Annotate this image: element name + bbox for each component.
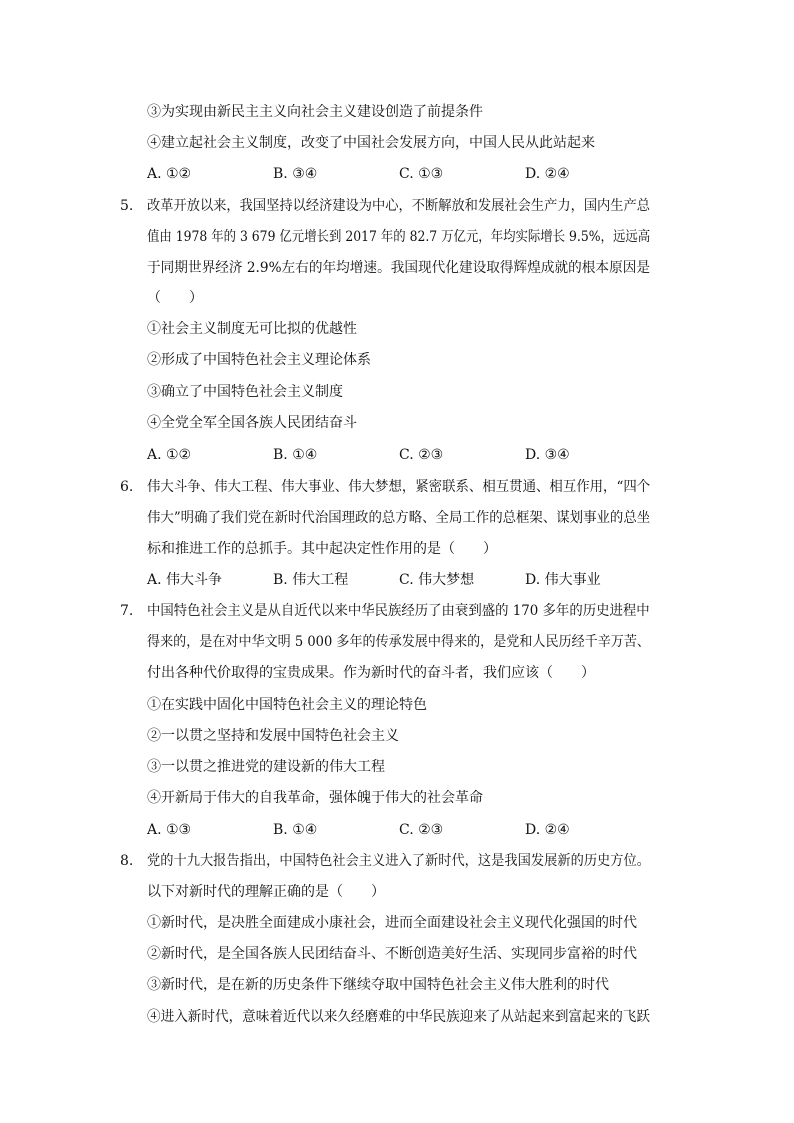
q5-stem-line-2: 值由 1978 年的 3 679 亿元增长到 2017 年的 82.7 万亿元，年均实际增长 9.5%，远远高 xyxy=(147,229,651,245)
q7-stem-line-1: 中国特色社会主义是从自近代以来中华民族经历了由衰到盛的 170 多年的历史进程中 xyxy=(147,603,650,619)
q6-number: 6. xyxy=(120,479,134,495)
q7-option-c: C. ②③ xyxy=(399,822,444,838)
q6-option-d: D. 伟大事业 xyxy=(525,572,601,588)
q8-stem-line-2: 以下对新时代的理解正确的是（ ） xyxy=(147,884,385,900)
q8-number: 8. xyxy=(120,853,134,869)
q7-option-a: A. ①③ xyxy=(147,822,192,838)
q6-stem-line-2: 伟大”明确了我们党在新时代治国理政的总方略、全局工作的总框架、谋划事业的总坐 xyxy=(147,510,651,526)
q5-option-d: D. ③④ xyxy=(525,447,570,463)
q6-option-c: C. 伟大梦想 xyxy=(399,572,475,588)
q6-stem-line-1: 伟大斗争、伟大工程、伟大事业、伟大梦想，紧密联系、相互贯通、相互作用，“四个 xyxy=(147,479,651,495)
q6-stem-line-3: 标和推进工作的总抓手。其中起决定性作用的是（ ） xyxy=(147,541,497,557)
q5-stem-line-3: 于同期世界经济 2.9%左右的年均增速。我国现代化建设取得辉煌成就的根本原因是 xyxy=(147,260,651,276)
q6-option-a: A. 伟大斗争 xyxy=(147,572,223,588)
q8-stem-line-1: 党的十九大报告指出，中国特色社会主义进入了新时代，这是我国发展新的历史方位。 xyxy=(147,853,651,869)
q8-item-1: ①新时代，是决胜全面建成小康社会，进而全面建设社会主义现代化强国的时代 xyxy=(147,915,637,931)
q7-item-1: ①在实践中固化中国特色社会主义的理论特色 xyxy=(147,697,427,713)
q4-item-4: ④建立起社会主义制度，改变了中国社会发展方向，中国人民从此站起来 xyxy=(147,135,595,151)
q4-option-a: A. ①② xyxy=(147,166,192,182)
q7-number: 7. xyxy=(120,603,134,619)
q4-option-c: C. ①③ xyxy=(399,166,444,182)
q7-option-d: D. ②④ xyxy=(525,822,570,838)
q8-item-2: ②新时代，是全国各族人民团结奋斗、不断创造美好生活、实现同步富裕的时代 xyxy=(147,946,637,962)
q5-option-b: B. ①④ xyxy=(273,447,318,463)
q5-option-a: A. ①② xyxy=(147,447,192,463)
q4-option-d: D. ②④ xyxy=(525,166,570,182)
q5-item-2: ②形成了中国特色社会主义理论体系 xyxy=(147,352,371,368)
q4-option-b: B. ③④ xyxy=(273,166,318,182)
q5-option-c: C. ②③ xyxy=(399,447,444,463)
q4-item-3: ③为实现由新民主主义向社会主义建设创造了前提条件 xyxy=(147,104,483,120)
q5-item-4: ④全党全军全国各族人民团结奋斗 xyxy=(147,415,357,431)
q7-item-4: ④开新局于伟大的自我革命，强体魄于伟大的社会革命 xyxy=(147,790,483,806)
q6-option-b: B. 伟大工程 xyxy=(273,572,349,588)
q7-stem-line-3: 付出各种代价取得的宝贵成果。作为新时代的奋斗者，我们应该（ ） xyxy=(147,665,595,681)
q5-stem-line-1: 改革开放以来，我国坚持以经济建设为中心，不断解放和发展社会生产力，国内生产总 xyxy=(147,198,651,214)
q5-item-1: ①社会主义制度无可比拟的优越性 xyxy=(147,321,357,337)
q5-number: 5. xyxy=(120,198,134,214)
q8-item-3: ③新时代，是在新的历史条件下继续夺取中国特色社会主义伟大胜利的时代 xyxy=(147,977,609,993)
q7-item-3: ③一以贯之推进党的建设新的伟大工程 xyxy=(147,759,385,775)
q8-item-4: ④进入新时代，意味着近代以来久经磨难的中华民族迎来了从站起来到富起来的飞跃 xyxy=(147,1009,650,1025)
q7-option-b: B. ①④ xyxy=(273,822,318,838)
q7-item-2: ②一以贯之坚持和发展中国特色社会主义 xyxy=(147,728,399,744)
q5-item-3: ③确立了中国特色社会主义制度 xyxy=(147,384,343,400)
q5-answer-blank: （ ） xyxy=(147,290,203,306)
q7-stem-line-2: 得来的，是在对中华文明 5 000 多年的传承发展中得来的，是党和人民历经千辛万苦、 xyxy=(147,634,650,650)
